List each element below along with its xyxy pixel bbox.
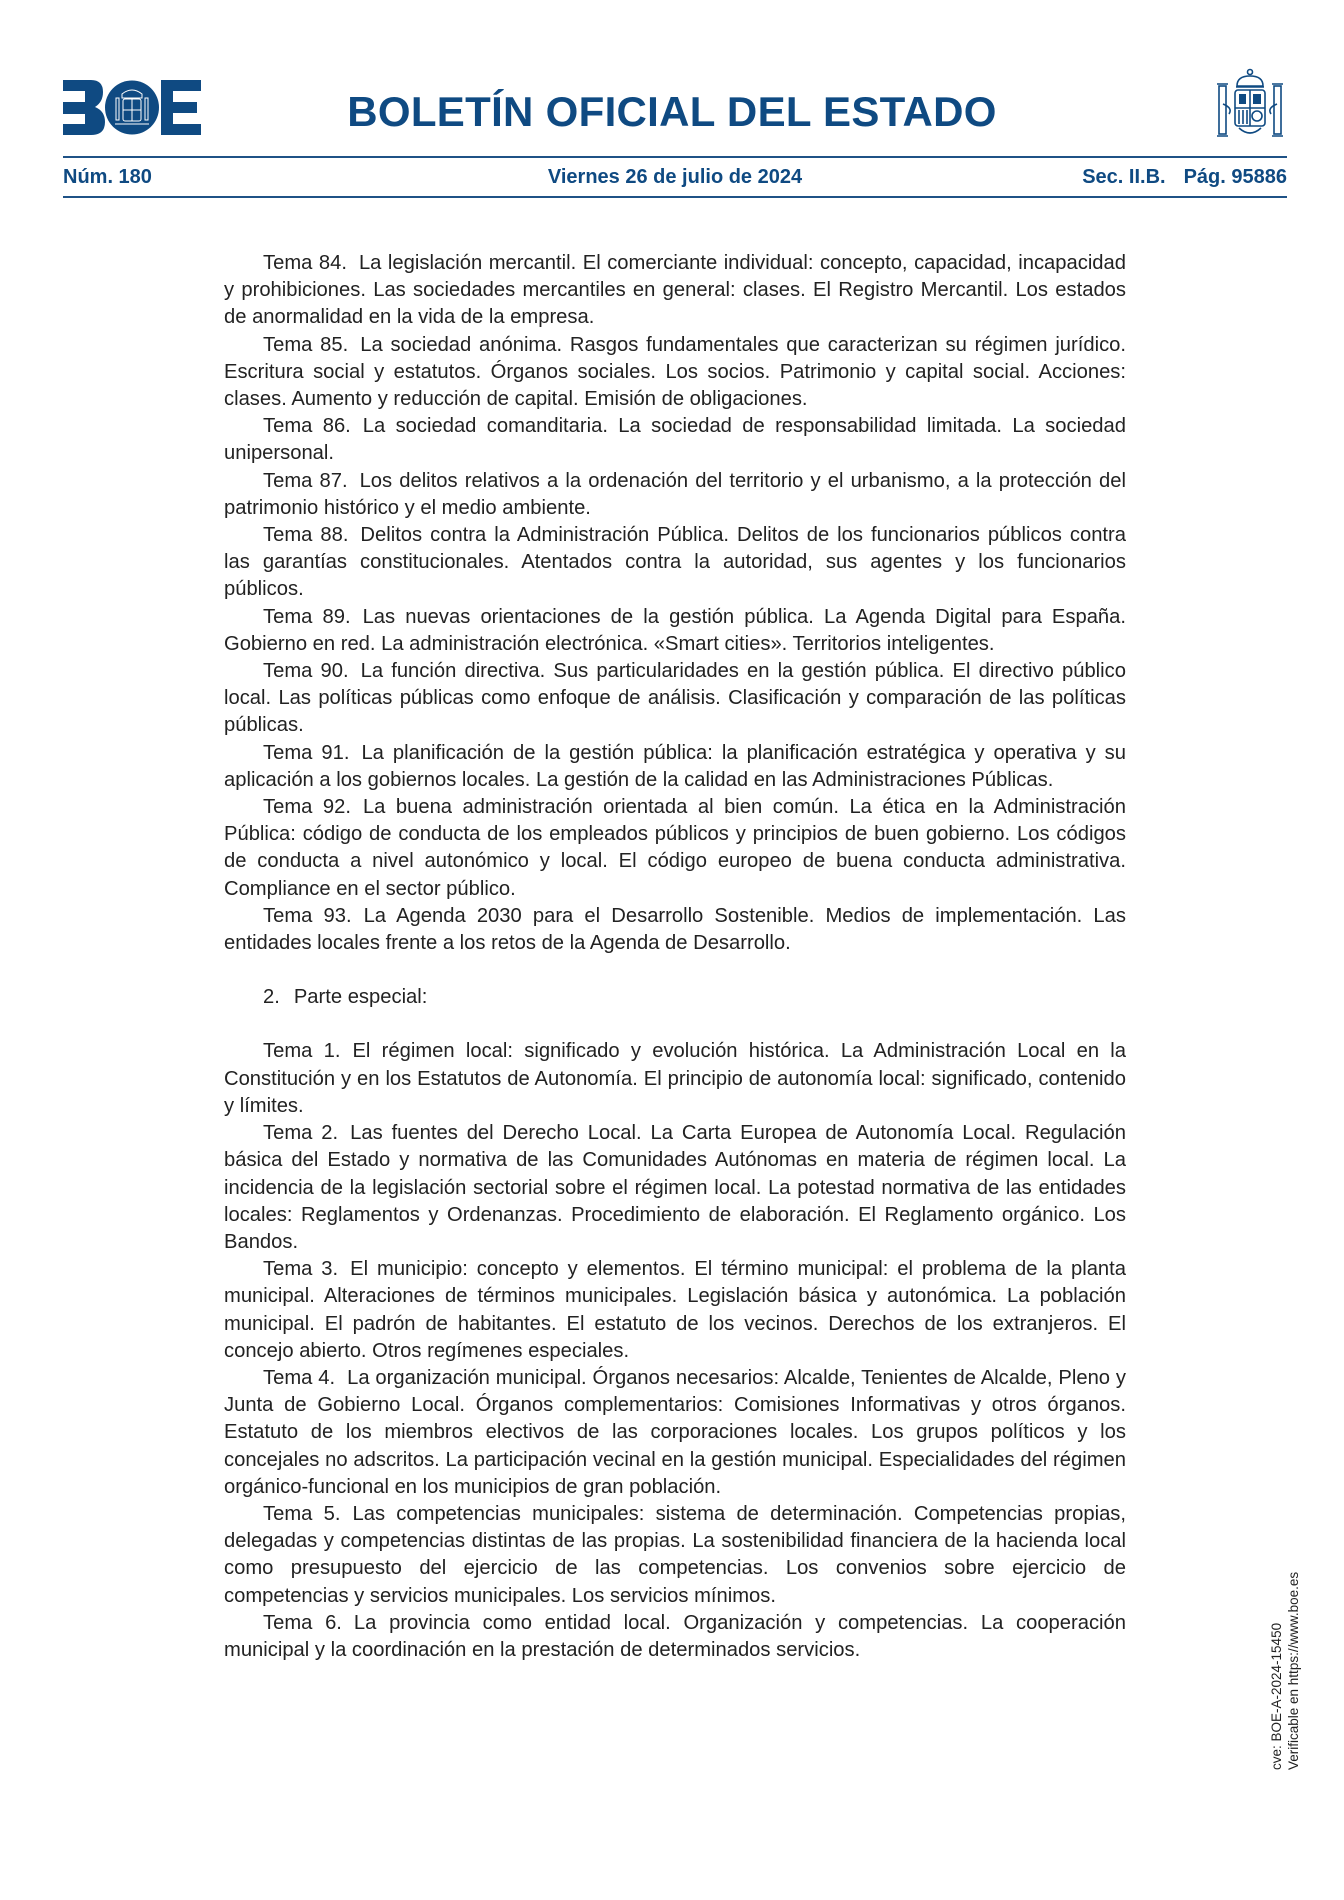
tema-text: La planificación de la gestión pública: la planificación estratégica y operativa y su aplicación a los gobiernos locales. La gestión de la calidad en las Administraciones Públicas. bbox=[224, 741, 1126, 791]
verification-link[interactable]: Verificable en https://www.boe.es bbox=[1286, 1571, 1301, 1770]
section-page bbox=[1082, 166, 1287, 189]
tema-label: Tema 86. bbox=[263, 415, 351, 438]
tema-label: Tema 84. bbox=[263, 252, 347, 274]
tema-paragraph bbox=[224, 658, 1126, 740]
tema-label: Tema 91. bbox=[263, 741, 350, 764]
tema-paragraph bbox=[224, 604, 1126, 658]
tema-label: Tema 87. bbox=[263, 469, 348, 492]
tema-paragraph bbox=[224, 1256, 1126, 1365]
tema-paragraph bbox=[224, 1610, 1126, 1664]
tema-label: Tema 5. bbox=[263, 1502, 341, 1525]
issue-date: Viernes 26 de julio de 2024 bbox=[547, 166, 803, 188]
tema-label: Tema 88. bbox=[263, 524, 349, 547]
tema-text: El régimen local: significado y evolución histórica. La Administración Local en la Constitución y en los Estatutos de Autonomía. El principio de autonomía local: significado, contenido y límites. bbox=[224, 1040, 1127, 1117]
page-title: BOLETÍN OFICIAL DEL ESTADO bbox=[347, 88, 997, 135]
section-label: Sec. II.B. bbox=[1082, 166, 1166, 188]
tema-text: La Agenda 2030 para el Desarrollo Sostenible. Medios de implementación. Las entidades locales frente a los retos de la Agenda de Desarrollo. bbox=[224, 904, 1126, 955]
tema-text: La función directiva. Sus particularidades en la gestión pública. El directivo público local. Las políticas públicas como enfoque de análisis. Clasificación y comparación de las políticas públicas. bbox=[224, 660, 1126, 737]
tema-paragraph bbox=[224, 1501, 1126, 1610]
tema-text: Las nuevas orientaciones de la gestión pública. La Agenda Digital para España. Gobierno en red. La administración electrónica. «Smart cities». Territorios inteligentes. bbox=[224, 605, 1126, 655]
issue-number: Núm. 180 bbox=[63, 166, 152, 188]
tema-paragraph bbox=[224, 522, 1126, 604]
tema-label: Tema 2. bbox=[263, 1122, 339, 1145]
tema-paragraph bbox=[224, 1038, 1126, 1120]
tema-text: Las competencias municipales: sistema de determinación. Competencias propias, delegadas y competencias distintas de las propias. La sostenibilidad financiera de la hacienda local como presupuesto del ejercicio de las competencias. Los convenios sobre ejercicio de competencias y servicios municipales. Los servicios mínimos. bbox=[224, 1502, 1126, 1607]
tema-text: La sociedad anónima. Rasgos fundamentales que caracterizan su régimen jurídico. Escritura social y estatutos. Órganos sociales. Los socios. Patrimonio y capital social. Acciones: clases. Aumento y reducción de capital. Emisión de obligaciones. bbox=[224, 333, 1126, 411]
tema-paragraph bbox=[224, 794, 1126, 903]
tema-paragraph bbox=[224, 468, 1126, 522]
document-body bbox=[224, 250, 1126, 1664]
tema-text: El municipio: concepto y elementos. El término municipal: el problema de la planta municipal. Alteraciones de términos municipales. Legislación básica y autonómica. La población municipal. El padrón de habitantes. El estatuto de los vecinos. Derechos de los extranjeros. El concejo abierto. Otros regímenes especiales. bbox=[224, 1258, 1126, 1362]
tema-text: La sociedad comanditaria. La sociedad de responsabilidad limitada. La sociedad unipersonal. bbox=[224, 415, 1126, 465]
tema-label: Tema 6. bbox=[263, 1611, 342, 1634]
tema-text: Delitos contra la Administración Pública. Delitos de los funcionarios públicos contra las garantías constitucionales. Atentados contra la autoridad, sus agentes y los funcionarios públicos. bbox=[224, 524, 1126, 601]
tema-label: Tema 1. bbox=[263, 1040, 341, 1063]
section-heading bbox=[224, 984, 1126, 1011]
header-rule-bottom bbox=[63, 196, 1287, 198]
page-number: Pág. 95886 bbox=[1183, 166, 1287, 188]
tema-text: Los delitos relativos a la ordenación del territorio y el urbanismo, a la protección del patrimonio histórico y el medio ambiente. bbox=[224, 469, 1126, 519]
header-rule-top bbox=[63, 156, 1287, 158]
tema-paragraph bbox=[224, 1120, 1126, 1256]
tema-text: La organización municipal. Órganos necesarios: Alcalde, Tenientes de Alcalde, Pleno y Junta de Gobierno Local. Órganos complementarios: Comisiones Informativas y otros órganos. Estatuto de los miembros electivos de las corporaciones locales. Los grupos políticos y los concejales no adscritos. La participación vecinal en la gestión municipal. Especialidades del régimen orgánico-funcional en los municipios de gran población. bbox=[224, 1366, 1127, 1498]
cve-code: cve: BOE-A-2024-15450 bbox=[1269, 1622, 1284, 1770]
tema-text: La legislación mercantil. El comerciante individual: concepto, capacidad, incapacidad y prohibiciones. Las sociedades mercantiles en general: clases. El Registro Mercantil. Los estados de anormalidad en la vida de la empresa. bbox=[224, 252, 1126, 329]
section-title: Parte especial: bbox=[293, 986, 428, 1009]
tema-label: Tema 92. bbox=[263, 796, 351, 819]
tema-text: Las fuentes del Derecho Local. La Carta Europea de Autonomía Local. Regulación básica del Estado y normativa de las Comunidades Autónomas en materia de régimen local. La incidencia de la legislación sectorial sobre el régimen local. La potestad normativa de las entidades locales: Reglamentos y Ordenanzas. Procedimiento de elaboración. El Reglamento orgánico. Los Bandos. bbox=[224, 1122, 1126, 1253]
tema-label: Tema 4. bbox=[263, 1366, 336, 1389]
section-number: 2. bbox=[263, 986, 280, 1009]
tema-label: Tema 90. bbox=[263, 660, 349, 683]
header-meta bbox=[63, 166, 1287, 190]
tema-label: Tema 93. bbox=[263, 904, 352, 927]
tema-text: La provincia como entidad local. Organización y competencias. La cooperación municipal y la coordinación en la prestación de determinados servicios. bbox=[224, 1611, 1126, 1661]
tema-text: La buena administración orientada al bien común. La ética en la Administración Pública: código de conducta de los empleados públicos y principios de buen gobierno. Los códigos de conducta a nivel autonómico y local. El código europeo de buena conducta administrativa. Compliance en el sector público. bbox=[224, 796, 1126, 900]
tema-label: Tema 89. bbox=[263, 605, 351, 628]
tema-paragraph bbox=[224, 1365, 1126, 1501]
tema-paragraph bbox=[224, 903, 1126, 957]
tema-paragraph bbox=[224, 413, 1126, 467]
verification-note bbox=[1268, 1572, 1302, 1770]
tema-paragraph bbox=[224, 250, 1126, 332]
tema-label: Tema 3. bbox=[263, 1258, 339, 1281]
tema-label: Tema 85. bbox=[263, 333, 349, 356]
tema-paragraph bbox=[224, 740, 1126, 794]
tema-paragraph bbox=[224, 332, 1126, 414]
